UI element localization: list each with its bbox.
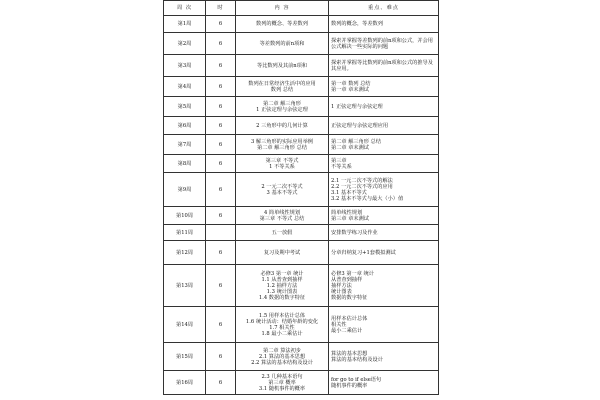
content-cell [236, 307, 329, 343]
week-cell: 第15周 [164, 343, 206, 371]
week-cell: 第3周 [164, 55, 206, 77]
table-row [164, 371, 439, 395]
content-line: 2.2 算法的基本结构及设计 [251, 359, 313, 366]
focus-cell [329, 135, 439, 155]
focus-cell [329, 225, 439, 241]
focus-line: for go to if else语句 [331, 376, 382, 383]
content-line: 第二章 解三角形 总结 [257, 144, 307, 151]
table-row [164, 265, 439, 307]
focus-line: 简单线性规划 [331, 209, 363, 216]
hours-cell: 6 [206, 307, 236, 343]
focus-cell [329, 155, 439, 173]
content-cell [236, 343, 329, 371]
content-line: 复习及期中考试 [263, 249, 301, 256]
focus-cell [329, 16, 439, 33]
content-line: 第三章 概率 [268, 379, 296, 386]
table-row [164, 33, 439, 55]
focus-line: 算法的基本结构及设计 [331, 356, 383, 363]
content-line: 3 基本不等式 [266, 189, 298, 196]
focus-line: 第二章 章末测试 [331, 144, 369, 151]
focus-line: 2.1 一元二次不等式的解法 [331, 177, 393, 184]
hours-cell: 6 [206, 371, 236, 395]
focus-line: 最小二乘估计 [331, 327, 363, 334]
content-line: 1.7 相关性 [269, 324, 295, 331]
focus-line: 用样本估计总体 [331, 315, 368, 322]
content-line: 3 解三角形的实际应用举例 [250, 138, 313, 145]
focus-line: 第一章 数列 总结 [331, 80, 371, 87]
content-line: 1 正弦定理与余弦定理 [256, 106, 308, 113]
focus-cell [329, 173, 439, 207]
hours-cell: 6 [206, 207, 236, 225]
content-cell [236, 225, 329, 241]
focus-line: 分章归纳复习+1套模拟测试 [331, 249, 396, 256]
week-cell: 第7周 [164, 135, 206, 155]
focus-line: 抽样方法 [331, 282, 352, 289]
content-line: 2.3 几种基本语句 [261, 373, 303, 380]
content-line: 等比数列及其前n项和 [256, 62, 308, 69]
focus-line: 安排数学练习及作业 [331, 229, 378, 236]
focus-cell [329, 77, 439, 97]
content-line: 第三章 不等式 总结 [259, 215, 305, 222]
focus-line: 正弦定理与余弦定理应用 [331, 122, 389, 129]
focus-line: 必修3 第一章 统计 [331, 270, 374, 277]
content-cell [236, 77, 329, 97]
week-cell: 第9周 [164, 173, 206, 207]
table-row [164, 117, 439, 135]
syllabus-table [163, 0, 439, 395]
focus-cell [329, 241, 439, 265]
content-line: 4 简单线性规划 [263, 209, 301, 216]
content-cell [236, 16, 329, 33]
hours-cell: 6 [206, 97, 236, 117]
content-line: 数列在日常经济生活中的应用 [248, 80, 316, 87]
header-week: 周 次 [164, 1, 206, 16]
hours-cell: 6 [206, 16, 236, 33]
focus-line: 随机事件的概率 [331, 382, 368, 389]
week-cell: 第16周 [164, 371, 206, 395]
content-line: 2.1 算法的基本思想 [258, 353, 306, 360]
hours-cell: 6 [206, 33, 236, 55]
content-line: 1.3 统计图表 [266, 288, 298, 295]
content-cell [236, 55, 329, 77]
content-line: 五一放假 [271, 229, 293, 236]
content-cell [236, 173, 329, 207]
focus-line: 从普查到抽样 [331, 276, 363, 283]
content-cell [236, 207, 329, 225]
focus-line: 第一章 章末测试 [331, 86, 369, 93]
content-line: 1.4 数据的数字特征 [258, 294, 306, 301]
focus-line: 探索并掌握等差数列的前n项和公式，并会用公式解决一些实际的问题 [331, 37, 433, 50]
focus-cell [329, 371, 439, 395]
table-row [164, 173, 439, 207]
hours-cell [206, 225, 236, 241]
content-line: 等差数列的前n项和 [259, 40, 305, 47]
content-line: 1.5 用样本估计总体 [258, 312, 306, 319]
content-line: 必修3 第一章 统计 [260, 270, 304, 277]
table-row [164, 225, 439, 241]
week-cell: 第10周 [164, 207, 206, 225]
focus-line: 统计图表 [331, 288, 352, 295]
hours-cell: 6 [206, 155, 236, 173]
week-cell: 第8周 [164, 155, 206, 173]
content-cell [236, 135, 329, 155]
content-cell [236, 33, 329, 55]
focus-cell [329, 265, 439, 307]
header-focus: 重点、难点 [329, 1, 439, 16]
hours-cell: 6 [206, 343, 236, 371]
table-row [164, 241, 439, 265]
header-row [164, 1, 439, 16]
focus-cell [329, 97, 439, 117]
focus-line: 1 正弦定理与余弦定理 [331, 103, 383, 110]
focus-line: 数据的数字特征 [331, 294, 368, 301]
focus-cell [329, 207, 439, 225]
week-cell: 第11周 [164, 225, 206, 241]
table-row [164, 155, 439, 173]
hours-cell: 6 [206, 241, 236, 265]
content-cell [236, 265, 329, 307]
week-cell: 第4周 [164, 77, 206, 97]
content-line: 1.6 统计活动：结婚年龄的变化 [245, 318, 319, 325]
table-row [164, 307, 439, 343]
content-line: 2 一元二次不等式 [261, 183, 303, 190]
focus-line: 3.2 基本不等式与最大（小）值 [331, 195, 404, 202]
week-cell: 第2周 [164, 33, 206, 55]
table-row [164, 97, 439, 117]
focus-cell [329, 33, 439, 55]
focus-cell [329, 55, 439, 77]
week-cell: 第5周 [164, 97, 206, 117]
content-cell [236, 155, 329, 173]
content-line: 3.1 随机事件的概率 [258, 385, 306, 392]
focus-line: 2.2 一元二次不等式的应用 [331, 183, 393, 190]
header-hours: 时 [206, 1, 236, 16]
focus-cell [329, 117, 439, 135]
hours-cell: 6 [206, 173, 236, 207]
content-line: 第二章 算法初步 [263, 347, 301, 354]
content-line: 数列 总结 [270, 86, 294, 93]
content-cell [236, 371, 329, 395]
focus-line: 第二章 解三角形 总结 [331, 138, 381, 145]
hours-cell: 6 [206, 265, 236, 307]
week-cell: 第1周 [164, 16, 206, 33]
focus-line: 不等关系 [331, 163, 352, 170]
content-line: 2 三角形中的几何计算 [256, 122, 308, 129]
content-line: 1 不等关系 [269, 163, 295, 170]
content-line: 第三章 不等式 [265, 157, 299, 164]
week-cell: 第6周 [164, 117, 206, 135]
focus-line: 第三章 [331, 157, 347, 164]
focus-line: 3.1 基本不等式 [331, 189, 367, 196]
focus-cell [329, 343, 439, 371]
hours-cell: 6 [206, 135, 236, 155]
table-row [164, 343, 439, 371]
focus-line: 数列的概念，等差数列 [331, 21, 383, 27]
focus-line: 探索并掌握等比数列的前n项和公式的推导及其应用。 [331, 59, 433, 72]
hours-cell: 6 [206, 117, 236, 135]
content-line: 数列的概念、等差数列 [256, 21, 308, 27]
week-cell: 第13周 [164, 265, 206, 307]
content-line: 1.8 最小二乘估计 [261, 330, 303, 337]
table-row [164, 207, 439, 225]
content-line: 1.2 抽样方法 [266, 282, 298, 289]
focus-line: 相关性 [331, 321, 347, 328]
week-cell: 第12周 [164, 241, 206, 265]
table-row [164, 16, 439, 33]
content-cell [236, 241, 329, 265]
table-row [164, 135, 439, 155]
table-row [164, 55, 439, 77]
content-line: 1.1 从普查到抽样 [261, 276, 303, 283]
focus-cell [329, 307, 439, 343]
content-cell [236, 97, 329, 117]
table-row [164, 77, 439, 97]
hours-cell: 6 [206, 55, 236, 77]
content-cell [236, 117, 329, 135]
focus-line: 第三章 章末测试 [331, 215, 369, 222]
week-cell: 第14周 [164, 307, 206, 343]
header-content: 内 容 [236, 1, 329, 16]
content-line: 第二章 解三角形 [263, 100, 301, 107]
focus-line: 算法的基本思想 [331, 350, 368, 357]
hours-cell: 6 [206, 77, 236, 97]
